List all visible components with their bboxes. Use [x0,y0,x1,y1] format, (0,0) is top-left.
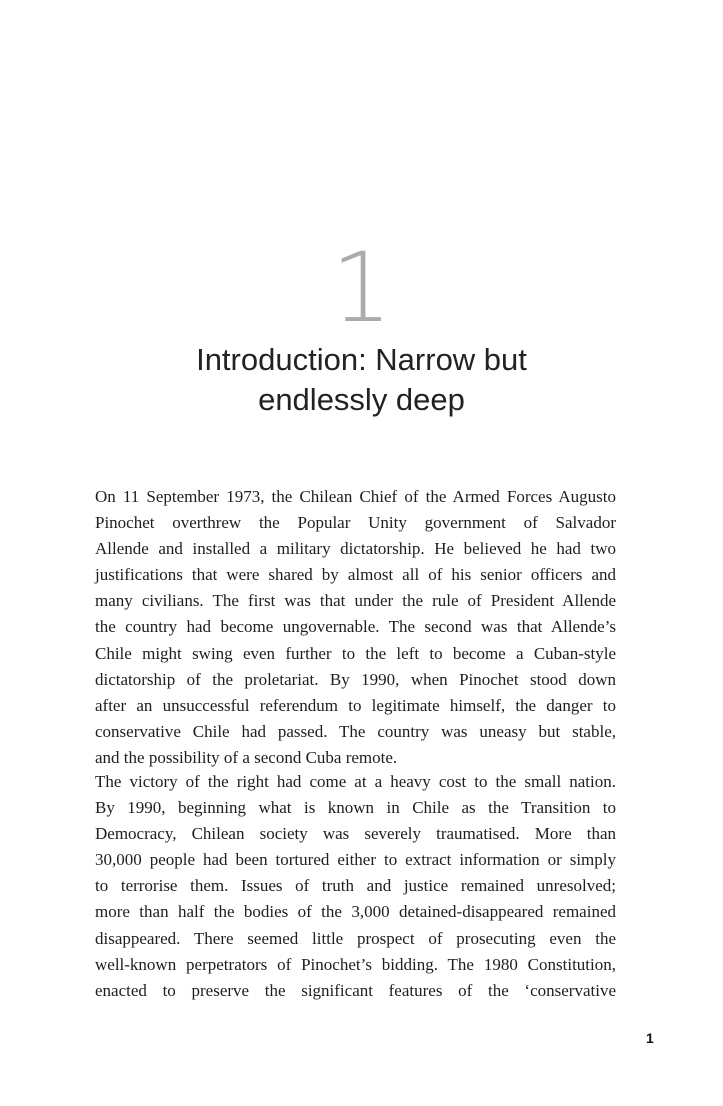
text-line: the country had become ungovernable. The second was that Allende’s [95,617,616,637]
text-line: disappeared. There seemed little prospect of prosecuting even the [95,928,616,948]
text-line: On 11 September 1973, the Chilean Chief of the Armed Forces Augusto [95,487,616,506]
text-line: 30,000 people had been tortured either to extract information or simply [95,850,616,870]
text-line: after an unsuccessful referendum to legitimate himself, the danger to [95,695,616,715]
text-line: to terrorise them. Issues of truth and justice remained unresolved; [95,876,616,896]
text-line: Chile might swing even further to the left to become a Cuban-style [95,643,616,663]
paragraph-2 [95,769,616,1004]
text-line: dictatorship of the proletariat. By 1990, when Pinochet stood down [95,669,616,689]
text-line: justifications that were shared by almost all of his senior officers and [95,565,616,585]
chapter-title-line: Introduction: Narrow but [196,342,527,377]
text-line: By 1990, beginning what is known in Chile as the Transition to [95,798,616,818]
text-line: conservative Chile had passed. The country was uneasy but stable, [95,721,616,741]
text-line: many civilians. The first was that under the rule of President Allende [95,591,616,611]
text-line: Allende and installed a military dictatorship. He believed he had two [95,539,616,559]
chapter-title [0,340,723,420]
text-line: Democracy, Chilean society was severely traumatised. More than [95,824,616,844]
chapter-title-line: endlessly deep [258,382,465,417]
text-line: enacted to preserve the significant features of the ‘conservative [95,980,616,1000]
text-line: The victory of the right had come at a heavy cost to the small nation. [95,772,616,791]
text-line: and the possibility of a second Cuba remote. [95,747,398,767]
text-line: Pinochet overthrew the Popular Unity government of Salvador [95,513,616,533]
page-number: 1 [646,1030,654,1046]
paragraph-1 [95,484,616,771]
text-line: well-known perpetrators of Pinochet’s bidding. The 1980 Constitution, [95,954,616,974]
chapter-number: 1 [330,232,393,344]
text-line: more than half the bodies of the 3,000 detained-disappeared remained [95,902,616,922]
